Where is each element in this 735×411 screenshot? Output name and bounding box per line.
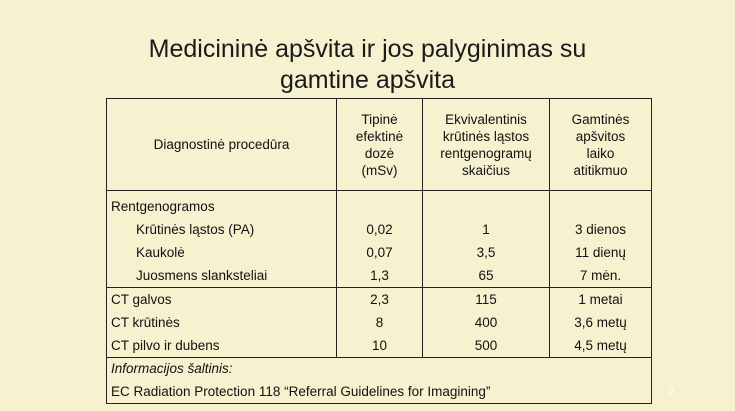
dose-cell: 2,3 <box>337 288 423 312</box>
natural-cell: 3,6 metų <box>574 315 627 330</box>
empty-cell <box>337 191 423 219</box>
procedure-cell: Juosmens slanksteliai <box>107 264 337 288</box>
equivalent-cell: 500 <box>423 334 550 358</box>
group-row <box>107 191 652 219</box>
page-number: 3 <box>668 386 674 397</box>
source-label-row <box>107 358 652 380</box>
table-row <box>107 334 652 358</box>
table-header-row <box>107 99 652 191</box>
procedure-cell: CT pilvo ir dubens <box>107 334 337 358</box>
natural-cell: 7 mėn. <box>579 268 622 283</box>
dose-cell: 0,07 <box>337 241 423 264</box>
procedure-cell: CT krūtinės <box>107 311 337 334</box>
natural-cell: 3 dienos <box>574 222 627 237</box>
header-equivalent-text: Ekvivalentinis krūtinės ląstos rentgenogramų skaičius <box>440 111 532 178</box>
header-procedure-text: Diagnostinė procedūra <box>153 137 290 152</box>
title-line-1: Medicininė apšvita ir jos palyginimas su <box>148 35 587 63</box>
header-natural <box>550 99 652 191</box>
natural-cell: 4,5 metų <box>574 338 627 353</box>
source-text: EC Radiation Protection 118 “Referral Guidelines for Imagining” <box>111 383 491 399</box>
dose-cell: 1,3 <box>337 264 423 288</box>
empty-cell <box>550 191 652 219</box>
table-row <box>107 241 652 264</box>
header-dose-text: Tipinė efektinė dozė (mSv) <box>355 111 404 178</box>
header-equivalent <box>423 99 550 191</box>
title-line-2: gamtine apšvita <box>279 66 456 94</box>
procedure-cell: Krūtinės ląstos (PA) <box>107 218 337 241</box>
source-label-cell <box>107 358 652 380</box>
dose-cell: 8 <box>337 311 423 334</box>
equivalent-cell: 400 <box>423 311 550 334</box>
source-label: Informacijos šaltinis: <box>111 361 233 376</box>
dose-cell: 10 <box>337 334 423 358</box>
dose-cell: 0,02 <box>337 218 423 241</box>
table-row <box>107 311 652 334</box>
equivalent-cell: 3,5 <box>423 241 550 264</box>
header-natural-text: Gamtinės apšvitos laiko atitikmuo <box>571 111 630 178</box>
group-label: Rentgenogramos <box>107 191 337 219</box>
dose-comparison-table <box>106 98 652 404</box>
header-dose <box>337 99 423 191</box>
source-text-row <box>107 379 652 404</box>
equivalent-cell: 65 <box>423 264 550 288</box>
slide-title <box>0 34 735 96</box>
table-row <box>107 218 652 241</box>
table-row <box>107 264 652 288</box>
equivalent-cell: 115 <box>423 288 550 312</box>
natural-cell: 11 dienų <box>575 245 626 260</box>
table-row <box>107 288 652 312</box>
header-procedure <box>107 99 337 191</box>
equivalent-cell: 1 <box>423 218 550 241</box>
natural-cell: 1 metai <box>550 288 652 312</box>
procedure-cell: Kaukolė <box>107 241 337 264</box>
empty-cell <box>423 191 550 219</box>
procedure-cell: CT galvos <box>107 288 337 312</box>
